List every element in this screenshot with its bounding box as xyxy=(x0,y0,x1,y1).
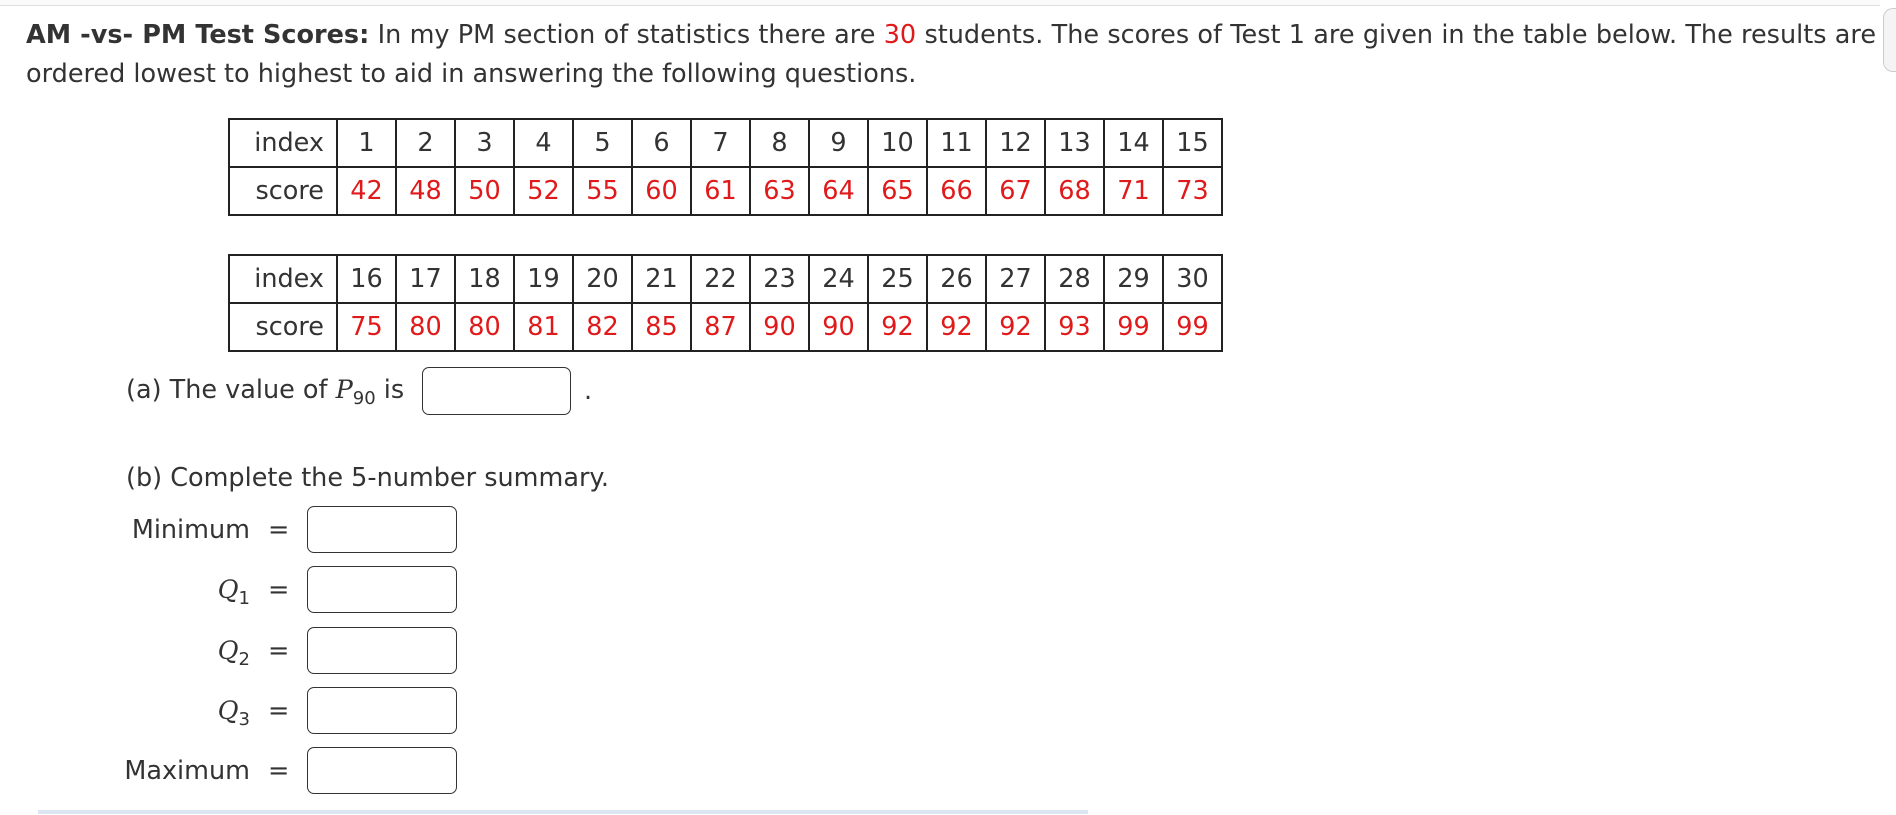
index-cell: 14 xyxy=(1104,119,1163,167)
index-cell: 28 xyxy=(1045,255,1104,303)
score-cell: 68 xyxy=(1045,167,1104,215)
q1-label xyxy=(20,573,250,616)
score-header: score xyxy=(229,167,337,215)
index-row xyxy=(229,255,1222,303)
index-cell: 23 xyxy=(750,255,809,303)
question-a-prefix: (a) The value of xyxy=(126,375,328,405)
score-cell: 73 xyxy=(1163,167,1222,215)
score-header: score xyxy=(229,303,337,351)
index-cell: 2 xyxy=(396,119,455,167)
question-a xyxy=(126,373,404,416)
score-cell: 93 xyxy=(1045,303,1104,351)
maximum-label: Maximum xyxy=(124,756,250,786)
q1-var: Q xyxy=(217,575,239,605)
score-cell: 66 xyxy=(927,167,986,215)
q2-var: Q xyxy=(217,636,239,666)
side-panel-tab[interactable] xyxy=(1883,8,1896,72)
q2-input[interactable] xyxy=(307,627,457,674)
index-cell: 7 xyxy=(691,119,750,167)
student-count: 30 xyxy=(883,20,917,50)
index-cell: 4 xyxy=(514,119,573,167)
score-cell: 55 xyxy=(573,167,632,215)
minimum-label: Minimum xyxy=(131,515,250,545)
q1-sub: 1 xyxy=(238,588,250,610)
score-cell: 99 xyxy=(1163,303,1222,351)
q3-sub: 3 xyxy=(238,709,250,731)
score-cell: 71 xyxy=(1104,167,1163,215)
index-cell: 19 xyxy=(514,255,573,303)
score-cell: 67 xyxy=(986,167,1045,215)
score-cell: 50 xyxy=(455,167,514,215)
index-cell: 6 xyxy=(632,119,691,167)
equals-sign: = xyxy=(268,696,290,726)
q3-label xyxy=(20,694,250,737)
equals-sign: = xyxy=(268,575,290,605)
index-cell: 11 xyxy=(927,119,986,167)
score-cell: 48 xyxy=(396,167,455,215)
index-cell: 13 xyxy=(1045,119,1104,167)
percentile-sub: 90 xyxy=(352,388,376,410)
q3-var: Q xyxy=(217,696,239,726)
index-cell: 24 xyxy=(809,255,868,303)
index-cell: 25 xyxy=(868,255,927,303)
maximum-input[interactable] xyxy=(307,747,457,794)
p90-answer-input[interactable] xyxy=(422,367,571,415)
score-cell: 87 xyxy=(691,303,750,351)
score-cell: 61 xyxy=(691,167,750,215)
score-cell: 52 xyxy=(514,167,573,215)
problem-statement xyxy=(26,16,1876,94)
score-cell: 63 xyxy=(750,167,809,215)
index-cell: 30 xyxy=(1163,255,1222,303)
index-cell: 20 xyxy=(573,255,632,303)
question-a-period: . xyxy=(584,376,593,406)
score-row xyxy=(229,303,1222,351)
index-cell: 9 xyxy=(809,119,868,167)
top-divider xyxy=(0,0,1880,6)
question-b-prompt: (b) Complete the 5-number summary. xyxy=(126,463,609,493)
scores-table-2 xyxy=(228,254,1223,352)
score-cell: 92 xyxy=(927,303,986,351)
index-header: index xyxy=(229,119,337,167)
index-cell: 18 xyxy=(455,255,514,303)
score-cell: 42 xyxy=(337,167,396,215)
index-cell: 21 xyxy=(632,255,691,303)
index-cell: 12 xyxy=(986,119,1045,167)
q1-input[interactable] xyxy=(307,566,457,613)
score-cell: 60 xyxy=(632,167,691,215)
index-header: index xyxy=(229,255,337,303)
index-cell: 22 xyxy=(691,255,750,303)
score-cell: 82 xyxy=(573,303,632,351)
equals-sign: = xyxy=(268,756,290,786)
index-row xyxy=(229,119,1222,167)
equals-sign: = xyxy=(268,515,290,545)
index-cell: 27 xyxy=(986,255,1045,303)
problem-title: AM -vs- PM Test Scores: xyxy=(26,20,370,50)
score-cell: 65 xyxy=(868,167,927,215)
index-cell: 26 xyxy=(927,255,986,303)
score-cell: 92 xyxy=(986,303,1045,351)
index-cell: 16 xyxy=(337,255,396,303)
question-a-suffix: is xyxy=(383,375,405,405)
score-cell: 85 xyxy=(632,303,691,351)
percentile-var: P xyxy=(335,375,353,405)
score-cell: 75 xyxy=(337,303,396,351)
index-cell: 5 xyxy=(573,119,632,167)
score-cell: 92 xyxy=(868,303,927,351)
minimum-input[interactable] xyxy=(307,506,457,553)
equals-sign: = xyxy=(268,636,290,666)
scores-table-1 xyxy=(228,118,1223,216)
problem-text-2: students. The scores of Test 1 are given in the table below. The results are ordered lowest to highest to aid in answering the following questions. xyxy=(26,20,1877,89)
problem-text-1: In my PM section of statistics there are xyxy=(377,20,876,50)
score-cell: 80 xyxy=(396,303,455,351)
index-cell: 8 xyxy=(750,119,809,167)
score-cell: 64 xyxy=(809,167,868,215)
score-cell: 99 xyxy=(1104,303,1163,351)
score-cell: 81 xyxy=(514,303,573,351)
q2-label xyxy=(20,634,250,677)
score-row xyxy=(229,167,1222,215)
q3-input[interactable] xyxy=(307,687,457,734)
index-cell: 1 xyxy=(337,119,396,167)
index-cell: 15 xyxy=(1163,119,1222,167)
q2-sub: 2 xyxy=(238,649,250,671)
index-cell: 29 xyxy=(1104,255,1163,303)
score-cell: 80 xyxy=(455,303,514,351)
index-cell: 3 xyxy=(455,119,514,167)
index-cell: 10 xyxy=(868,119,927,167)
index-cell: 17 xyxy=(396,255,455,303)
bottom-divider xyxy=(38,810,1088,814)
score-cell: 90 xyxy=(750,303,809,351)
score-cell: 90 xyxy=(809,303,868,351)
